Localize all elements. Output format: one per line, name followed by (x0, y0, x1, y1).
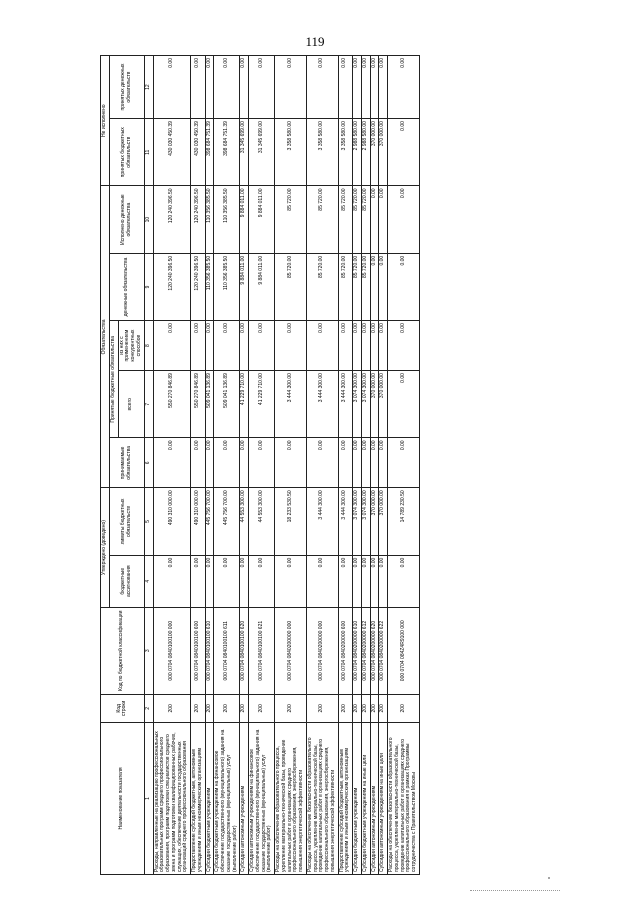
row-value: 0.00 (153, 438, 191, 488)
table-row (249, 56, 275, 875)
header-obligations: Обязательства (101, 186, 110, 488)
row-value: 430 030 450.39 (153, 119, 191, 186)
page-number: 119 (305, 34, 325, 49)
row-name: Субсидии бюджетным учреждениям (353, 722, 362, 874)
row-value: 0.00 (379, 321, 388, 371)
row-value: 44 553 300.00 (249, 488, 275, 555)
row-budget-code: 000 0704 0840100100 620 (240, 607, 249, 694)
row-value: 0.00 (370, 321, 379, 371)
row-line-code: 200 (379, 694, 388, 722)
row-value: 0.00 (388, 438, 420, 488)
col-index: 8 (144, 321, 153, 371)
row-value: 85 720.00 (275, 186, 307, 253)
row-name: Расходы на обеспечение безопасности образовательного процесса, укрепление материально-технической базы, проведение капитальных работ в организациях среднего профессионального образования, энергосбережения, повышения энергетической эффективности (306, 722, 338, 874)
row-value: 0.00 (275, 321, 307, 371)
row-value: 0.00 (388, 186, 420, 253)
row-name: Расходы на обеспечение безопасности образовательного процесса, укрепление материально-технической базы, проведение капитальных работ в организациях среднего профессионального образования в рамках Программы сотрудничества с Правительством Москвы (388, 722, 420, 874)
header-competitive: из них с применением конкурентных способов (118, 321, 144, 371)
row-value: 0.00 (275, 438, 307, 488)
col-index: 4 (144, 555, 153, 607)
row-budget-code: 000 0704 0840200000 612 (361, 607, 370, 694)
row-value: 398 684 751.39 (205, 119, 214, 186)
row-value: 370 000.00 (379, 488, 388, 555)
row-value: 85 720.00 (306, 253, 338, 320)
row-value: 0.00 (379, 253, 388, 320)
scan-dot (548, 877, 550, 879)
row-budget-code: 000 0704 0840200000 622 (379, 607, 388, 694)
col-index: 1 (144, 722, 153, 874)
row-value: 0.00 (191, 555, 206, 607)
row-value: 0.00 (370, 253, 379, 320)
budget-execution-table (100, 55, 420, 875)
table-row (306, 56, 338, 875)
table-row (153, 56, 191, 875)
row-value: 0.00 (370, 186, 379, 253)
row-value: 0.00 (388, 253, 420, 320)
header-limits: лимиты бюджетных обязательств (109, 488, 144, 555)
header-not-executed: Не исполнено (101, 56, 110, 186)
row-value: 0.00 (153, 321, 191, 371)
row-line-code: 200 (370, 694, 379, 722)
row-value: 0.00 (306, 438, 338, 488)
row-value: 0.00 (205, 555, 214, 607)
row-budget-code: 000 0704 0840100100 621 (249, 607, 275, 694)
row-budget-code: 000 0704 0840200000 600 (338, 607, 353, 694)
row-value: 370 000.00 (379, 119, 388, 186)
row-value: 0.00 (388, 321, 420, 371)
row-value: 0.00 (370, 56, 379, 119)
row-value: 0.00 (388, 555, 420, 607)
header-ne-money: принятых денежных обязательств (109, 56, 144, 119)
row-value: 2 988 580.00 (361, 119, 370, 186)
row-line-code: 200 (153, 694, 191, 722)
row-value: 0.00 (361, 438, 370, 488)
row-value: 0.00 (249, 555, 275, 607)
row-value: 0.00 (306, 555, 338, 607)
row-budget-code: 000 0704 0840100100 611 (214, 607, 240, 694)
row-value: 18 233 530.50 (275, 488, 307, 555)
row-budget-code: 000 0704 0840100100 000 (153, 607, 191, 694)
row-value: 445 756 700.00 (205, 488, 214, 555)
row-budget-code: 000 0704 0840200000 620 (370, 607, 379, 694)
row-value: 0.00 (191, 56, 206, 119)
row-name: Субсидии автономным учреждениям на иные цели (379, 722, 388, 874)
row-name: Субсидии автономным учреждениям на финансовое обеспечение государственного (муниципального) задания на оказание государственных (муниципальных) услуг (выполнение работ) (249, 722, 275, 874)
row-value: 0.00 (361, 321, 370, 371)
row-value: 509 041 136.89 (214, 371, 240, 438)
row-value: 44 553 300.00 (240, 488, 249, 555)
row-budget-code: 000 0704 0840100100 610 (205, 607, 214, 694)
row-value: 85 720.00 (353, 186, 362, 253)
row-budget-code: 000 0704 0840100100 600 (191, 607, 206, 694)
row-value: 0.00 (275, 56, 307, 119)
row-name: Предоставление субсидий бюджетным, автономным учреждениям и иным некоммерческим организациям (338, 722, 353, 874)
row-value: 0.00 (214, 438, 240, 488)
row-value: 0.00 (379, 186, 388, 253)
col-index: 11 (144, 119, 153, 186)
row-line-code: 200 (191, 694, 206, 722)
row-name: Субсидии бюджетным учреждениям (205, 722, 214, 874)
row-value: 3 074 300.00 (361, 371, 370, 438)
row-value: 0.00 (240, 555, 249, 607)
row-value: 9 884 011.00 (240, 253, 249, 320)
row-value: 509 041 136.89 (205, 371, 214, 438)
header-money-obl: денежные обязательства (109, 253, 144, 320)
row-value: 0.00 (306, 56, 338, 119)
row-value: 3 444 300.00 (338, 371, 353, 438)
row-value: 0.00 (191, 438, 206, 488)
row-value: 2 988 580.00 (353, 119, 362, 186)
table-row (205, 56, 214, 875)
col-index: 9 (144, 253, 153, 320)
row-budget-code: 000 0704 084Z4R9100 000 (388, 607, 420, 694)
row-name: Субсидии бюджетным учреждениям на финансовое обеспечение государственного (муниципального) задания на оказание государственных (муниципальных) услуг (выполнение работ) (214, 722, 240, 874)
header-ne-budget: принятых бюджетных обязательств (109, 119, 144, 186)
row-line-code: 200 (240, 694, 249, 722)
row-value: 0.00 (353, 56, 362, 119)
header-code-budget: Код по бюджетной классификации (101, 607, 145, 694)
col-index: 7 (144, 371, 153, 438)
row-value: 0.00 (361, 555, 370, 607)
row-value: 3 444 300.00 (275, 371, 307, 438)
row-value: 0.00 (388, 56, 420, 119)
row-value: 41 229 710.00 (249, 371, 275, 438)
row-value: 0.00 (338, 56, 353, 119)
row-value: 0.00 (370, 555, 379, 607)
row-value: 0.00 (275, 555, 307, 607)
row-line-code: 200 (306, 694, 338, 722)
row-line-code: 200 (353, 694, 362, 722)
row-line-code: 200 (388, 694, 420, 722)
table-row (388, 56, 420, 875)
row-value: 0.00 (205, 438, 214, 488)
row-value: 0.00 (370, 438, 379, 488)
row-value: 85 720.00 (361, 186, 370, 253)
row-value: 3 444 300.00 (338, 488, 353, 555)
row-value: 445 756 700.00 (214, 488, 240, 555)
header-code-line: Код строки (101, 694, 145, 722)
row-value: 110 356 385.50 (205, 186, 214, 253)
rotated-table-container (100, 55, 560, 875)
row-value: 370 000.00 (370, 371, 379, 438)
header-approved: Утверждено (доведено) (101, 488, 110, 607)
col-index: 5 (144, 488, 153, 555)
row-value: 3 444 300.00 (306, 488, 338, 555)
row-value: 120 240 396.50 (153, 253, 191, 320)
row-value: 0.00 (338, 438, 353, 488)
row-value: 3 074 300.00 (353, 371, 362, 438)
row-line-code: 200 (338, 694, 353, 722)
row-value: 3 444 300.00 (306, 371, 338, 438)
table-row (240, 56, 249, 875)
header-budget-assign: бюджетные ассигнования (109, 555, 144, 607)
row-value: 0.00 (240, 56, 249, 119)
row-value: 85 720.00 (338, 186, 353, 253)
row-value: 0.00 (191, 321, 206, 371)
row-value: 9 884 011.00 (249, 253, 275, 320)
table-row (370, 56, 379, 875)
table-row (214, 56, 240, 875)
table-row (353, 56, 362, 875)
col-index: 6 (144, 438, 153, 488)
row-value: 370 000.00 (379, 371, 388, 438)
row-value: 0.00 (338, 321, 353, 371)
row-name: Субсидии бюджетным учреждениям на иные цели (361, 722, 370, 874)
row-line-code: 200 (214, 694, 240, 722)
row-value: 0.00 (338, 555, 353, 607)
row-value: 85 720.00 (338, 253, 353, 320)
row-value: 550 270 846.89 (153, 371, 191, 438)
row-value: 3 358 580.00 (306, 119, 338, 186)
row-value: 0.00 (249, 321, 275, 371)
row-value: 85 720.00 (361, 253, 370, 320)
table-row (338, 56, 353, 875)
row-name: Расходы на обеспечение образовательного процесса, укрепление материально-технической базы, проведение капитальных работ в организациях среднего профессионального образования, энергосбережения, повышения энергетической эффективности (275, 722, 307, 874)
row-value: 0.00 (240, 438, 249, 488)
column-index-row (144, 56, 153, 875)
scan-artifact (470, 890, 560, 893)
row-value: 0.00 (379, 555, 388, 607)
row-value: 41 229 710.00 (240, 371, 249, 438)
row-value: 0.00 (205, 321, 214, 371)
row-value: 120 240 396.50 (191, 186, 206, 253)
row-value: 85 720.00 (306, 186, 338, 253)
row-value: 370 000.00 (370, 119, 379, 186)
col-index: 10 (144, 186, 153, 253)
row-value: 0.00 (214, 56, 240, 119)
header-name: Наименование показателя (101, 722, 145, 874)
row-value: 0.00 (153, 56, 191, 119)
row-value: 110 356 385.50 (214, 253, 240, 320)
row-value: 0.00 (379, 56, 388, 119)
row-name: Расходы, направленные на реализацию профессиональных образовательных программ среднего профессионального образования, программ подготовки специалистов среднего звена и программ подготовки квалифицированных рабочих, служащих, обеспечение деятельности государственных организаций среднего профессионального образования (153, 722, 191, 874)
row-line-code: 200 (275, 694, 307, 722)
row-line-code: 200 (361, 694, 370, 722)
row-name: Субсидии автономным учреждениям (240, 722, 249, 874)
row-line-code: 200 (249, 694, 275, 722)
row-value: 110 356 385.50 (205, 253, 214, 320)
row-value: 0.00 (361, 56, 370, 119)
row-value: 0.00 (388, 371, 420, 438)
row-budget-code: 000 0704 0840200000 000 (275, 607, 307, 694)
row-value: 14 789 230.50 (388, 488, 420, 555)
row-value: 0.00 (240, 321, 249, 371)
row-value: 0.00 (353, 555, 362, 607)
row-value: 0.00 (249, 56, 275, 119)
header-accepted-obl: принимаемые обязательства (109, 438, 144, 488)
row-value: 85 720.00 (353, 253, 362, 320)
row-value: 3 358 580.00 (338, 119, 353, 186)
row-value: 0.00 (249, 438, 275, 488)
row-value: 398 684 751.39 (214, 119, 240, 186)
table-row (275, 56, 307, 875)
col-index: 2 (144, 694, 153, 722)
row-line-code: 200 (205, 694, 214, 722)
row-value: 490 310 000.00 (153, 488, 191, 555)
row-value: 430 030 450.39 (191, 119, 206, 186)
row-value: 3 074 300.00 (361, 488, 370, 555)
row-value: 110 356 385.50 (214, 186, 240, 253)
row-value: 3 074 300.00 (353, 488, 362, 555)
row-budget-code: 000 0704 0840200000 610 (353, 607, 362, 694)
header-accepted-budget: Принятые бюджетные обязательства (109, 321, 118, 438)
row-value: 0.00 (379, 438, 388, 488)
table-row (379, 56, 388, 875)
row-value: 0.00 (214, 321, 240, 371)
row-value: 490 310 000.00 (191, 488, 206, 555)
row-value: 120 240 396.50 (191, 253, 206, 320)
row-value: 0.00 (153, 555, 191, 607)
row-value: 0.00 (306, 321, 338, 371)
row-value: 9 884 011.00 (240, 186, 249, 253)
row-value: 0.00 (388, 119, 420, 186)
col-index: 3 (144, 607, 153, 694)
row-name: Предоставление субсидий бюджетным, автономным учреждениям и иным некоммерческим организациям (191, 722, 206, 874)
col-index: 12 (144, 56, 153, 119)
row-value: 85 720.00 (275, 253, 307, 320)
row-name: Субсидии автономным учреждениям (370, 722, 379, 874)
row-value: 0.00 (205, 56, 214, 119)
table-row (361, 56, 370, 875)
row-value: 120 240 396.50 (153, 186, 191, 253)
header-executed: Исполнено денежные обязательства (109, 186, 144, 253)
row-budget-code: 000 0704 0840200000 000 (306, 607, 338, 694)
row-value: 0.00 (214, 555, 240, 607)
row-value: 3 358 580.00 (275, 119, 307, 186)
row-value: 370 000.00 (370, 488, 379, 555)
row-value: 31 345 699.00 (249, 119, 275, 186)
header-total: всего (118, 371, 144, 438)
row-value: 0.00 (353, 438, 362, 488)
row-value: 0.00 (353, 321, 362, 371)
row-value: 550 270 846.89 (191, 371, 206, 438)
row-value: 9 884 011.00 (249, 186, 275, 253)
row-value: 31 345 699.00 (240, 119, 249, 186)
table-row (191, 56, 206, 875)
